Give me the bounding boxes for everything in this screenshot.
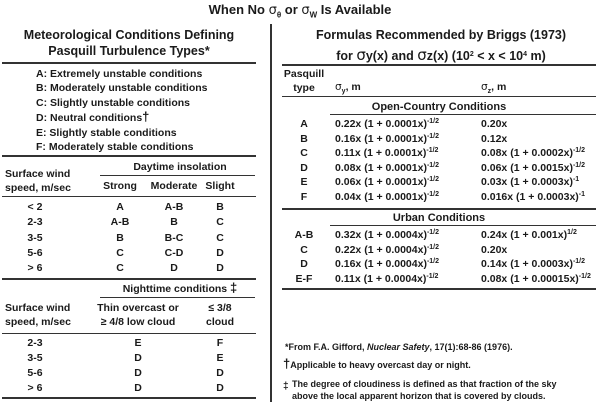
stability-cell: C: [216, 232, 224, 244]
stability-cell: D: [134, 367, 142, 379]
stability-cell: F: [216, 337, 224, 349]
divider: [2, 333, 256, 334]
pasquill-type-cell: C: [300, 147, 308, 159]
stability-cell: C: [116, 262, 124, 274]
sigma-z-formula: 0.24x $(1 + 0.001x)^{1/2}$: [481, 229, 577, 241]
stability-cell: B: [170, 216, 178, 228]
sigma-y-formula: 0.04x $(1 + 0.0001x)^{-1/2}$: [335, 191, 440, 203]
double-dagger-mark: ‡: [230, 280, 238, 295]
daytime-insolation-header: Daytime insolation: [133, 161, 227, 173]
pasquill-type-cell: A: [300, 118, 308, 130]
pasquill-type-cell: C: [300, 244, 308, 256]
type-item: B: Moderately unstable conditions: [36, 82, 208, 95]
pasquill-type-cell: F: [300, 191, 308, 203]
sigma-z-formula: 0.016x $(1 + 0.0003x)^{-1}$: [481, 191, 586, 203]
stability-cell: A: [116, 201, 124, 213]
wind-speed-cell: 5-6: [27, 247, 43, 259]
col-slight: Slight: [205, 180, 235, 192]
night-wind-label: Surface wind speed, m/sec: [5, 302, 71, 329]
stability-cell: D: [134, 382, 142, 394]
type-item: A: Extremely unstable conditions: [36, 68, 203, 80]
wind-speed-cell: 3-5: [27, 352, 43, 364]
dagger-mark: †: [142, 109, 150, 125]
stability-cell: E: [134, 337, 142, 349]
sigma-z-formula: 0.06x $(1 + 0.0015x)^{-1/2}$: [481, 162, 586, 174]
stability-cell: A-B: [164, 201, 184, 213]
sigma-z-formula: 0.08x $(1 + 0.0002x)^{-1/2}$: [481, 147, 586, 159]
divider: [2, 397, 256, 399]
sigma-y-formula: 0.22x $(1 + 0.0001x)^{-1/2}$: [335, 118, 440, 130]
col-sigma-y: $\sigma_y$, m: [335, 81, 361, 96]
divider: [330, 114, 596, 115]
divider: [2, 278, 256, 280]
open-country-label: Open-Country Conditions: [371, 101, 507, 113]
panel-divider: [270, 24, 272, 402]
divider: [2, 196, 256, 197]
stability-cell: D: [134, 352, 142, 364]
wind-speed-cell: 5-6: [27, 367, 43, 379]
divider: [282, 208, 596, 210]
sigma-y-formula: 0.16x $(1 + 0.0001x)^{-1/2}$: [335, 133, 440, 145]
sigma-z-formula: 0.20x: [481, 118, 508, 130]
col-strong: Strong: [103, 180, 137, 192]
sigma-y-formula: 0.32x $(1 + 0.0004x)^{-1/2}$: [335, 229, 440, 241]
divider: [282, 96, 596, 97]
pasquill-type-cell: E-F: [295, 273, 313, 285]
divider: [2, 62, 256, 64]
stability-cell: B-C: [164, 232, 184, 244]
pasquill-type-cell: D: [300, 162, 308, 174]
stability-cell: B: [216, 201, 224, 213]
divider: [282, 64, 596, 66]
nighttime-conditions-header: Nighttime conditions ‡: [122, 280, 238, 295]
wind-speed-cell: 2-3: [27, 337, 43, 349]
urban-label: Urban Conditions: [392, 212, 486, 224]
stability-cell: D: [216, 262, 224, 274]
wind-speed-cell: 3-5: [27, 232, 43, 244]
type-item: E: Slightly stable conditions: [36, 126, 177, 139]
pasquill-type-cell: B: [300, 133, 308, 145]
divider: [282, 288, 596, 290]
col-sigma-z: $\sigma_z$, m: [481, 81, 507, 96]
col-thin-overcast: Thin overcast or ≥ 4/8 low cloud: [97, 302, 179, 329]
stability-cell: A-B: [110, 216, 130, 228]
wind-speed-cell: > 6: [27, 262, 43, 274]
sigma-z-formula: 0.03x $(1 + 0.0003x)^{-1}$: [481, 176, 580, 188]
day-wind-label: Surface wind speed, m/sec: [5, 168, 71, 195]
stability-cell: C-D: [164, 247, 184, 259]
left-heading: Meteorological Conditions Defining Pasquill Turbulence Types*: [23, 28, 235, 58]
sigma-y-formula: 0.08x $(1 + 0.0001x)^{-1/2}$: [335, 162, 440, 174]
wind-speed-cell: 2-3: [27, 216, 43, 228]
divider: [2, 155, 256, 157]
sigma-y-formula: 0.11x $(1 + 0.0001x)^{-1/2}$: [335, 147, 439, 159]
pasquill-type-cell: E: [300, 176, 308, 188]
col-cloud: ≤ 3/8 cloud: [206, 302, 234, 329]
sigma-z-formula: 0.08x $(1 + 0.00015x)^{-1/2}$: [481, 273, 591, 285]
divider: [330, 225, 596, 226]
pasquill-type-cell: A-B: [294, 229, 314, 241]
type-item: C: Slightly unstable conditions: [36, 96, 191, 109]
footnote-dagger: †Applicable to heavy overcast day or night.: [283, 356, 471, 371]
stability-cell: E: [216, 352, 224, 364]
sigma-y-formula: 0.22x $(1 + 0.0004x)^{-1/2}$: [335, 244, 440, 256]
stability-cell: C: [216, 216, 224, 228]
page-title: When No $\sigma_\theta$ or $\sigma_W$ Is Available: [208, 2, 392, 20]
divider: [100, 297, 255, 298]
stability-cell: D: [216, 247, 224, 259]
sigma-z-formula: 0.12x: [481, 133, 508, 145]
stability-cell: C: [116, 247, 124, 259]
divider: [100, 175, 255, 176]
type-item: D: Neutral conditions†: [36, 109, 150, 125]
sigma-z-formula: 0.14x $(1 + 0.0003x)^{-1/2}$: [481, 258, 586, 270]
stability-cell: D: [216, 367, 224, 379]
sigma-y-formula: 0.06x $(1 + 0.0001x)^{-1/2}$: [335, 176, 440, 188]
sigma-y-formula: 0.11x $(1 + 0.0004x)^{-1/2}$: [335, 273, 439, 285]
right-heading: Formulas Recommended by Briggs (1973) for σy(x) and σz(x) ($10^2 < x < 10^4$ m): [315, 28, 567, 64]
stability-cell: D: [216, 382, 224, 394]
stability-cell: D: [170, 262, 178, 274]
stability-cell: B: [116, 232, 124, 244]
footnote-double-dagger: ‡ The degree of cloudiness is defined as that fraction of the sky above the local apparent horizon that is covered by clouds.: [283, 379, 557, 401]
sigma-y-formula: 0.16x $(1 + 0.0004x)^{-1/2}$: [335, 258, 440, 270]
wind-speed-cell: < 2: [27, 201, 43, 213]
type-item: F: Moderately stable conditions: [36, 141, 194, 154]
col-moderate: Moderate: [150, 180, 198, 192]
footnote-source: *From F.A. Gifford, Nuclear Safety, 17(1):68-86 (1976).: [285, 342, 513, 352]
pasquill-type-cell: D: [300, 258, 308, 270]
turbulence-types-list: [36, 67, 208, 154]
wind-speed-cell: > 6: [27, 382, 43, 394]
col-pasquill-type: Pasquill type: [283, 68, 325, 95]
sigma-z-formula: 0.20x: [481, 244, 508, 256]
